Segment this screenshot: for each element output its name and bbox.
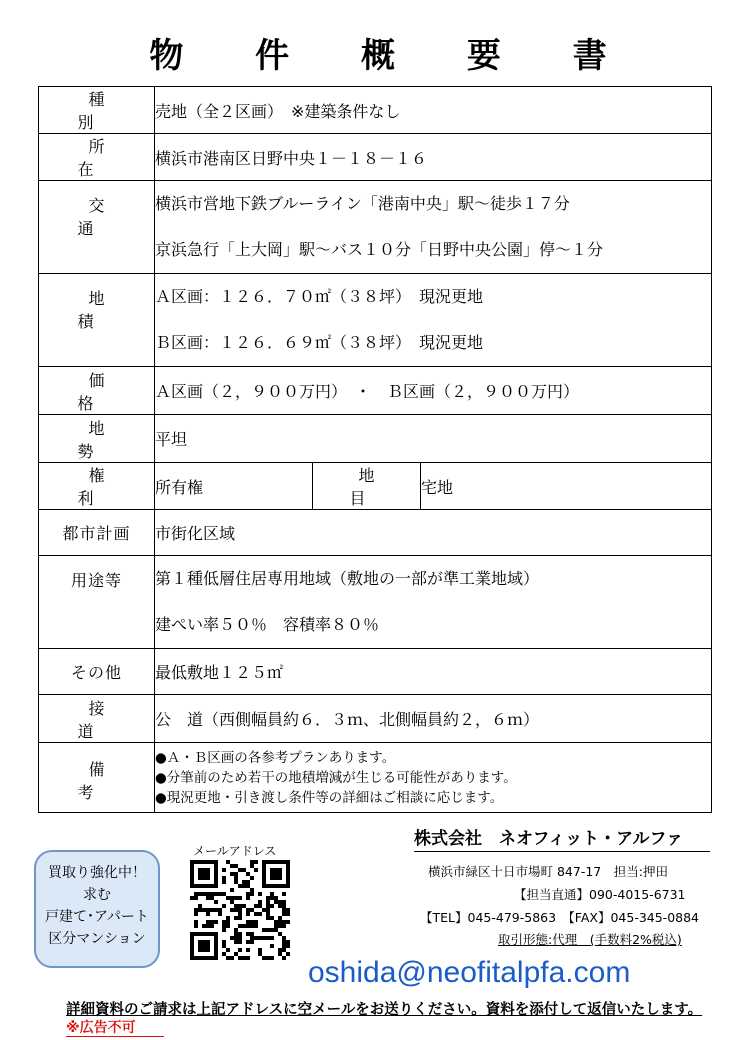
- company-name: 株式会社 ネオフィット・アルファ: [414, 824, 710, 852]
- label-land-category: 地 目: [313, 463, 421, 510]
- value-price: Ａ区画（２，９００万円） ・ Ｂ区画（２，９００万円）: [155, 367, 712, 415]
- value-remarks: [155, 743, 712, 813]
- remark-item: ●Ａ・Ｂ区画の各参考プランあります。: [155, 749, 396, 766]
- email-address[interactable]: oshida@neofitalpfa.com: [308, 956, 631, 989]
- row-transport: [39, 181, 712, 274]
- row-city-planning: [39, 510, 712, 556]
- row-road: [39, 695, 712, 743]
- row-price: [39, 367, 712, 415]
- footer-instructions: 詳細資料のご請求は上記アドレスに空メールをお送りください。資料を添付して返信いたします。: [66, 1002, 703, 1018]
- label-other: その他: [39, 649, 155, 695]
- badge-line: 買取り強化中！: [48, 865, 146, 881]
- value-road: 公 道（西側幅員約６．３ｍ、北側幅員約２，６ｍ）: [155, 695, 712, 743]
- land-area-line-1: Ａ区画：１２６．７０㎡（３８坪） 現況更地: [155, 287, 484, 306]
- label-transport: 交 通: [39, 181, 155, 274]
- row-rights: [39, 463, 712, 510]
- company-address: 横浜市緑区十日市場町 847-17 担当:押田: [428, 864, 668, 879]
- value-zoning: [155, 556, 712, 649]
- row-land-area: [39, 274, 712, 367]
- row-location: [39, 134, 712, 181]
- row-other: [39, 649, 712, 695]
- qr-label: メールアドレス: [193, 844, 277, 858]
- badge-line: 区分マンション: [48, 931, 146, 947]
- label-rights: 権 利: [39, 463, 155, 510]
- label-terrain: 地 勢: [39, 415, 155, 463]
- row-terrain: [39, 415, 712, 463]
- row-type: [39, 87, 712, 134]
- badge-line: 戸建て･アパート: [45, 909, 149, 925]
- value-city-planning: 市街化区域: [155, 510, 712, 556]
- value-location: 横浜市港南区日野中央１－１８－１６: [155, 134, 712, 181]
- value-rights: 所有権: [155, 463, 313, 510]
- value-other: 最低敷地１２５㎡: [155, 649, 712, 695]
- qr-code-icon[interactable]: [190, 860, 290, 960]
- label-city-planning: 都市計画: [39, 510, 155, 556]
- transport-line-2: 京浜急行「上大岡」駅～バス１０分「日野中央公園」停～１分: [155, 240, 604, 259]
- company-direct-phone: 【担当直通】090-4015-6731: [514, 887, 686, 902]
- value-transport: [155, 181, 712, 274]
- label-road: 接 道: [39, 695, 155, 743]
- badge-line: 求む: [83, 887, 111, 903]
- label-zoning: 用途等: [39, 556, 155, 649]
- value-terrain: 平坦: [155, 415, 712, 463]
- property-summary-table: [38, 86, 712, 813]
- value-land-area: [155, 274, 712, 367]
- zoning-line-1: 第１種低層住居専用地域（敷地の一部が準工業地域）: [155, 569, 540, 588]
- label-price: 価 格: [39, 367, 155, 415]
- label-remarks: 備 考: [39, 743, 155, 813]
- zoning-line-2: 建ぺい率５０％ 容積率８０％: [155, 615, 380, 634]
- no-ad-notice: ※広告不可: [66, 1020, 164, 1037]
- value-type: 売地（全２区画） ※建築条件なし: [155, 87, 712, 134]
- row-remarks: [39, 743, 712, 813]
- transaction-type: 取引形態:代理 (手数料2%税込): [498, 932, 682, 947]
- row-zoning: [39, 556, 712, 649]
- page-title: 物 件 概 要 書: [149, 36, 637, 76]
- remark-item: ●分筆前のため若干の地積増減が生じる可能性があります。: [155, 769, 517, 786]
- label-type: 種 別: [39, 87, 155, 134]
- value-land-category: 宅地: [421, 463, 712, 510]
- remark-item: ●現況更地・引き渡し条件等の詳細はご相談に応じます。: [155, 789, 504, 806]
- land-area-line-2: Ｂ区画：１２６．６９㎡（３８坪） 現況更地: [155, 333, 484, 352]
- transport-line-1: 横浜市営地下鉄ブルーライン「港南中央」駅～徒歩１７分: [155, 194, 570, 213]
- label-land-area: 地 積: [39, 274, 155, 367]
- label-location: 所 在: [39, 134, 155, 181]
- buying-badge: [34, 850, 160, 968]
- company-tel-fax: 【TEL】045-479-5863 【FAX】045-345-0884: [420, 910, 700, 925]
